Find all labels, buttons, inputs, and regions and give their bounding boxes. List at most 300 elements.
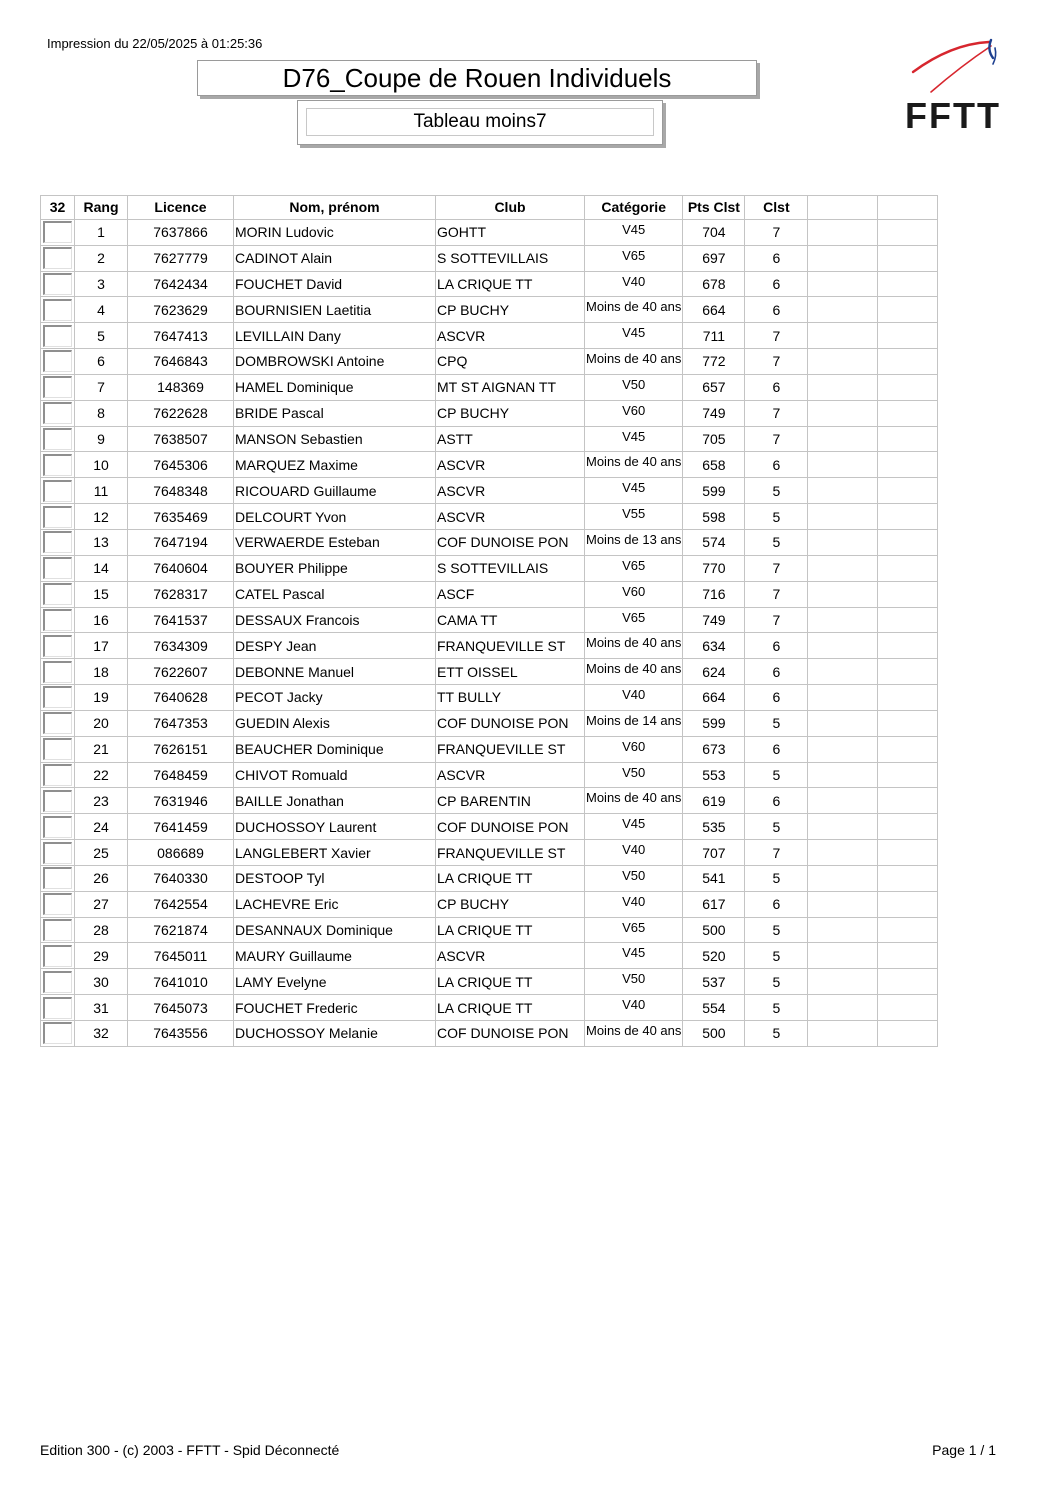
- cell-clst: 6: [745, 245, 808, 271]
- cell-categorie: V60: [585, 400, 683, 426]
- cell-extra-2: [878, 685, 938, 711]
- row-select-cell[interactable]: [41, 762, 75, 788]
- row-select-cell[interactable]: [41, 297, 75, 323]
- cell-pts: 772: [683, 349, 745, 375]
- cell-extra-1: [808, 943, 878, 969]
- row-select-cell[interactable]: [41, 865, 75, 891]
- row-select-cell[interactable]: [41, 478, 75, 504]
- row-select-cell[interactable]: [41, 504, 75, 530]
- cell-extra-1: [808, 865, 878, 891]
- cell-extra-1: [808, 1021, 878, 1047]
- cell-club: ASCVR: [436, 478, 585, 504]
- table-row: [41, 297, 938, 323]
- table-row: [41, 736, 938, 762]
- cell-clst: 5: [745, 762, 808, 788]
- cell-extra-1: [808, 271, 878, 297]
- cell-extra-1: [808, 504, 878, 530]
- cell-club: CP BARENTIN: [436, 788, 585, 814]
- row-select-cell[interactable]: [41, 840, 75, 866]
- cell-pts: 707: [683, 840, 745, 866]
- cell-licence: 7646843: [128, 349, 234, 375]
- cell-clst: 6: [745, 452, 808, 478]
- row-select-cell[interactable]: [41, 426, 75, 452]
- cell-pts: 673: [683, 736, 745, 762]
- row-select-cell[interactable]: [41, 555, 75, 581]
- cell-categorie: Moins de 40 ans: [585, 1021, 683, 1047]
- row-select-box[interactable]: [43, 325, 72, 347]
- row-select-cell[interactable]: [41, 452, 75, 478]
- cell-club: LA CRIQUE TT: [436, 917, 585, 943]
- table-header-row: [41, 196, 938, 220]
- col-licence: Licence: [128, 196, 234, 220]
- table-row: [41, 840, 938, 866]
- cell-nom: BEAUCHER Dominique: [234, 736, 436, 762]
- row-select-cell[interactable]: [41, 529, 75, 555]
- cell-extra-2: [878, 452, 938, 478]
- cell-rang: 7: [75, 374, 128, 400]
- cell-pts: 770: [683, 555, 745, 581]
- cell-club: FRANQUEVILLE ST: [436, 736, 585, 762]
- cell-extra-1: [808, 245, 878, 271]
- cell-extra-1: [808, 400, 878, 426]
- cell-club: CP BUCHY: [436, 297, 585, 323]
- cell-categorie: V65: [585, 245, 683, 271]
- cell-rang: 29: [75, 943, 128, 969]
- cell-extra-2: [878, 607, 938, 633]
- cell-pts: 553: [683, 762, 745, 788]
- row-select-cell[interactable]: [41, 943, 75, 969]
- row-select-box[interactable]: [43, 273, 72, 295]
- cell-nom: BAILLE Jonathan: [234, 788, 436, 814]
- cell-nom: BOURNISIEN Laetitia: [234, 297, 436, 323]
- cell-extra-2: [878, 1021, 938, 1047]
- cell-rang: 8: [75, 400, 128, 426]
- table-row: [41, 400, 938, 426]
- cell-extra-2: [878, 969, 938, 995]
- footer-page: Page 1 / 1: [932, 1442, 996, 1458]
- cell-rang: 18: [75, 659, 128, 685]
- cell-pts: 657: [683, 374, 745, 400]
- cell-pts: 599: [683, 478, 745, 504]
- cell-licence: 7631946: [128, 788, 234, 814]
- cell-club: TT BULLY: [436, 685, 585, 711]
- row-select-box[interactable]: [43, 299, 72, 321]
- cell-pts: 535: [683, 814, 745, 840]
- row-select-box[interactable]: [43, 738, 72, 760]
- cell-pts: 716: [683, 581, 745, 607]
- col-nom: Nom, prénom: [234, 196, 436, 220]
- cell-clst: 5: [745, 969, 808, 995]
- cell-nom: LEVILLAIN Dany: [234, 323, 436, 349]
- table-row: [41, 426, 938, 452]
- cell-nom: RICOUARD Guillaume: [234, 478, 436, 504]
- cell-clst: 5: [745, 917, 808, 943]
- cell-pts: 598: [683, 504, 745, 530]
- cell-rang: 6: [75, 349, 128, 375]
- cell-nom: MANSON Sebastien: [234, 426, 436, 452]
- cell-licence: 7637866: [128, 219, 234, 245]
- row-select-cell[interactable]: [41, 349, 75, 375]
- cell-categorie: V50: [585, 374, 683, 400]
- table-row: [41, 814, 938, 840]
- cell-rang: 13: [75, 529, 128, 555]
- row-select-cell[interactable]: [41, 245, 75, 271]
- cell-pts: 520: [683, 943, 745, 969]
- row-select-cell[interactable]: [41, 1021, 75, 1047]
- row-select-box[interactable]: [43, 712, 72, 734]
- cell-categorie: Moins de 40 ans: [585, 659, 683, 685]
- row-select-box[interactable]: [43, 376, 72, 398]
- cell-nom: LAMY Evelyne: [234, 969, 436, 995]
- col-extra-2: [878, 196, 938, 220]
- cell-licence: 7642554: [128, 891, 234, 917]
- cell-clst: 6: [745, 685, 808, 711]
- subtitle-box: [297, 100, 663, 145]
- cell-pts: 664: [683, 685, 745, 711]
- table-row: [41, 529, 938, 555]
- cell-licence: 7640330: [128, 865, 234, 891]
- cell-categorie: V45: [585, 814, 683, 840]
- row-select-box[interactable]: [43, 971, 72, 993]
- cell-licence: 7647353: [128, 710, 234, 736]
- cell-rang: 14: [75, 555, 128, 581]
- table-row: [41, 555, 938, 581]
- cell-extra-2: [878, 865, 938, 891]
- row-select-cell[interactable]: [41, 607, 75, 633]
- cell-extra-1: [808, 607, 878, 633]
- row-select-box[interactable]: [43, 402, 72, 424]
- cell-licence: 7640628: [128, 685, 234, 711]
- cell-licence: 7641537: [128, 607, 234, 633]
- cell-extra-2: [878, 271, 938, 297]
- cell-pts: 599: [683, 710, 745, 736]
- cell-rang: 28: [75, 917, 128, 943]
- cell-pts: 658: [683, 452, 745, 478]
- cell-extra-2: [878, 374, 938, 400]
- row-select-cell[interactable]: [41, 891, 75, 917]
- cell-rang: 10: [75, 452, 128, 478]
- cell-rang: 20: [75, 710, 128, 736]
- cell-licence: 7647413: [128, 323, 234, 349]
- cell-categorie: V60: [585, 581, 683, 607]
- row-select-box[interactable]: [43, 454, 72, 476]
- cell-categorie: V45: [585, 478, 683, 504]
- cell-extra-2: [878, 943, 938, 969]
- cell-extra-2: [878, 297, 938, 323]
- cell-club: LA CRIQUE TT: [436, 865, 585, 891]
- cell-licence: 7648459: [128, 762, 234, 788]
- row-select-box[interactable]: [43, 867, 72, 889]
- table-row: [41, 349, 938, 375]
- row-select-box[interactable]: [43, 480, 72, 502]
- cell-extra-2: [878, 840, 938, 866]
- row-select-box[interactable]: [43, 635, 72, 657]
- cell-rang: 12: [75, 504, 128, 530]
- row-select-cell[interactable]: [41, 736, 75, 762]
- cell-rang: 15: [75, 581, 128, 607]
- print-date: Impression du 22/05/2025 à 01:25:36: [47, 36, 263, 51]
- cell-extra-1: [808, 969, 878, 995]
- cell-nom: MARQUEZ Maxime: [234, 452, 436, 478]
- cell-extra-1: [808, 219, 878, 245]
- cell-rang: 21: [75, 736, 128, 762]
- row-select-cell[interactable]: [41, 219, 75, 245]
- cell-extra-2: [878, 788, 938, 814]
- cell-licence: 7622628: [128, 400, 234, 426]
- cell-nom: PECOT Jacky: [234, 685, 436, 711]
- row-select-box[interactable]: [43, 686, 72, 708]
- row-select-box[interactable]: [43, 764, 72, 786]
- row-select-cell[interactable]: [41, 633, 75, 659]
- cell-licence: 7638507: [128, 426, 234, 452]
- col-count: 32: [41, 196, 75, 220]
- cell-extra-1: [808, 581, 878, 607]
- cell-pts: 711: [683, 323, 745, 349]
- table-row: [41, 271, 938, 297]
- cell-categorie: V40: [585, 840, 683, 866]
- cell-clst: 5: [745, 1021, 808, 1047]
- cell-rang: 5: [75, 323, 128, 349]
- cell-nom: CADINOT Alain: [234, 245, 436, 271]
- cell-clst: 5: [745, 943, 808, 969]
- cell-clst: 6: [745, 297, 808, 323]
- cell-categorie: V60: [585, 736, 683, 762]
- cell-clst: 7: [745, 840, 808, 866]
- cell-licence: 7622607: [128, 659, 234, 685]
- cell-pts: 664: [683, 297, 745, 323]
- row-select-cell[interactable]: [41, 788, 75, 814]
- row-select-box[interactable]: [43, 557, 72, 579]
- row-select-box[interactable]: [43, 1022, 72, 1044]
- cell-extra-2: [878, 219, 938, 245]
- cell-nom: DUCHOSSOY Laurent: [234, 814, 436, 840]
- cell-categorie: Moins de 14 ans: [585, 710, 683, 736]
- cell-club: CP BUCHY: [436, 400, 585, 426]
- table-row: [41, 581, 938, 607]
- table-row: [41, 891, 938, 917]
- cell-extra-2: [878, 659, 938, 685]
- cell-extra-1: [808, 426, 878, 452]
- cell-extra-2: [878, 736, 938, 762]
- cell-pts: 634: [683, 633, 745, 659]
- cell-club: ASCVR: [436, 762, 585, 788]
- cell-nom: DOMBROWSKI Antoine: [234, 349, 436, 375]
- page-title-text: D76_Coupe de Rouen Individuels: [282, 62, 672, 93]
- cell-club: ASCF: [436, 581, 585, 607]
- cell-clst: 6: [745, 788, 808, 814]
- table-row: [41, 478, 938, 504]
- cell-pts: 617: [683, 891, 745, 917]
- cell-extra-2: [878, 633, 938, 659]
- cell-clst: 6: [745, 891, 808, 917]
- cell-club: FRANQUEVILLE ST: [436, 633, 585, 659]
- cell-categorie: Moins de 40 ans: [585, 633, 683, 659]
- row-select-box[interactable]: [43, 531, 72, 553]
- table-row: [41, 1021, 938, 1047]
- cell-categorie: V40: [585, 685, 683, 711]
- cell-extra-1: [808, 917, 878, 943]
- cell-rang: 11: [75, 478, 128, 504]
- cell-rang: 9: [75, 426, 128, 452]
- row-select-box[interactable]: [43, 221, 72, 243]
- row-select-box[interactable]: [43, 661, 72, 683]
- cell-extra-1: [808, 814, 878, 840]
- cell-rang: 26: [75, 865, 128, 891]
- cell-extra-1: [808, 297, 878, 323]
- row-select-cell[interactable]: [41, 659, 75, 685]
- table-row: [41, 323, 938, 349]
- row-select-cell[interactable]: [41, 323, 75, 349]
- fftt-logo-icon: [903, 36, 1003, 136]
- cell-categorie: V45: [585, 323, 683, 349]
- cell-categorie: V45: [585, 219, 683, 245]
- cell-nom: LACHEVRE Eric: [234, 891, 436, 917]
- row-select-cell[interactable]: [41, 814, 75, 840]
- cell-club: COF DUNOISE PON: [436, 814, 585, 840]
- results-table-wrap: [40, 195, 938, 1047]
- cell-pts: 749: [683, 400, 745, 426]
- cell-clst: 5: [745, 814, 808, 840]
- row-select-cell[interactable]: [41, 710, 75, 736]
- cell-pts: 704: [683, 219, 745, 245]
- cell-extra-1: [808, 555, 878, 581]
- cell-clst: 6: [745, 271, 808, 297]
- cell-nom: GUEDIN Alexis: [234, 710, 436, 736]
- cell-club: ASTT: [436, 426, 585, 452]
- cell-extra-1: [808, 995, 878, 1021]
- row-select-cell[interactable]: [41, 581, 75, 607]
- row-select-cell[interactable]: [41, 374, 75, 400]
- cell-licence: 7648348: [128, 478, 234, 504]
- cell-club: ETT OISSEL: [436, 659, 585, 685]
- cell-licence: 7641010: [128, 969, 234, 995]
- cell-categorie: V50: [585, 762, 683, 788]
- cell-club: ASCVR: [436, 504, 585, 530]
- table-row: [41, 245, 938, 271]
- cell-nom: BOUYER Philippe: [234, 555, 436, 581]
- cell-extra-1: [808, 349, 878, 375]
- table-row: [41, 219, 938, 245]
- cell-categorie: Moins de 40 ans: [585, 349, 683, 375]
- cell-licence: 7627779: [128, 245, 234, 271]
- cell-categorie: V50: [585, 969, 683, 995]
- cell-rang: 31: [75, 995, 128, 1021]
- cell-rang: 24: [75, 814, 128, 840]
- cell-rang: 1: [75, 219, 128, 245]
- row-select-box[interactable]: [43, 247, 72, 269]
- cell-nom: CHIVOT Romuald: [234, 762, 436, 788]
- row-select-cell[interactable]: [41, 271, 75, 297]
- cell-extra-2: [878, 323, 938, 349]
- cell-clst: 6: [745, 633, 808, 659]
- row-select-cell[interactable]: [41, 995, 75, 1021]
- cell-club: ASCVR: [436, 323, 585, 349]
- row-select-cell[interactable]: [41, 685, 75, 711]
- cell-licence: 7645073: [128, 995, 234, 1021]
- row-select-box[interactable]: [43, 506, 72, 528]
- row-select-box[interactable]: [43, 609, 72, 631]
- cell-club: LA CRIQUE TT: [436, 995, 585, 1021]
- row-select-cell[interactable]: [41, 917, 75, 943]
- row-select-box[interactable]: [43, 350, 72, 372]
- col-club: Club: [436, 196, 585, 220]
- col-pts: Pts Clst: [683, 196, 745, 220]
- cell-nom: DELCOURT Yvon: [234, 504, 436, 530]
- cell-licence: 7623629: [128, 297, 234, 323]
- cell-nom: CATEL Pascal: [234, 581, 436, 607]
- table-row: [41, 917, 938, 943]
- cell-pts: 697: [683, 245, 745, 271]
- cell-club: ASCVR: [436, 452, 585, 478]
- cell-extra-2: [878, 504, 938, 530]
- row-select-box[interactable]: [43, 816, 72, 838]
- row-select-box[interactable]: [43, 919, 72, 941]
- cell-categorie: V50: [585, 865, 683, 891]
- row-select-box[interactable]: [43, 583, 72, 605]
- row-select-box[interactable]: [43, 945, 72, 967]
- cell-licence: 148369: [128, 374, 234, 400]
- cell-licence: 7640604: [128, 555, 234, 581]
- row-select-cell[interactable]: [41, 969, 75, 995]
- cell-extra-1: [808, 762, 878, 788]
- cell-extra-2: [878, 917, 938, 943]
- cell-licence: 7621874: [128, 917, 234, 943]
- cell-rang: 22: [75, 762, 128, 788]
- row-select-box[interactable]: [43, 428, 72, 450]
- row-select-box[interactable]: [43, 997, 72, 1019]
- cell-extra-1: [808, 478, 878, 504]
- table-row: [41, 762, 938, 788]
- cell-categorie: V65: [585, 555, 683, 581]
- cell-pts: 541: [683, 865, 745, 891]
- table-row: [41, 607, 938, 633]
- cell-clst: 5: [745, 710, 808, 736]
- col-clst: Clst: [745, 196, 808, 220]
- cell-extra-2: [878, 245, 938, 271]
- cell-extra-1: [808, 452, 878, 478]
- cell-clst: 7: [745, 323, 808, 349]
- table-row: [41, 374, 938, 400]
- cell-rang: 25: [75, 840, 128, 866]
- cell-pts: 574: [683, 529, 745, 555]
- row-select-box[interactable]: [43, 790, 72, 812]
- cell-categorie: Moins de 40 ans: [585, 297, 683, 323]
- cell-clst: 7: [745, 426, 808, 452]
- table-row: [41, 685, 938, 711]
- col-extra-1: [808, 196, 878, 220]
- row-select-box[interactable]: [43, 893, 72, 915]
- row-select-box[interactable]: [43, 842, 72, 864]
- table-row: [41, 943, 938, 969]
- table-row: [41, 659, 938, 685]
- cell-club: S SOTTEVILLAIS: [436, 555, 585, 581]
- cell-nom: DESANNAUX Dominique: [234, 917, 436, 943]
- row-select-cell[interactable]: [41, 400, 75, 426]
- cell-nom: MAURY Guillaume: [234, 943, 436, 969]
- cell-club: COF DUNOISE PON: [436, 710, 585, 736]
- cell-pts: 554: [683, 995, 745, 1021]
- cell-club: CAMA TT: [436, 607, 585, 633]
- cell-extra-1: [808, 633, 878, 659]
- cell-club: GOHTT: [436, 219, 585, 245]
- cell-pts: 500: [683, 1021, 745, 1047]
- cell-extra-2: [878, 762, 938, 788]
- cell-licence: 086689: [128, 840, 234, 866]
- cell-extra-1: [808, 891, 878, 917]
- cell-nom: HAMEL Dominique: [234, 374, 436, 400]
- cell-licence: 7634309: [128, 633, 234, 659]
- cell-extra-2: [878, 891, 938, 917]
